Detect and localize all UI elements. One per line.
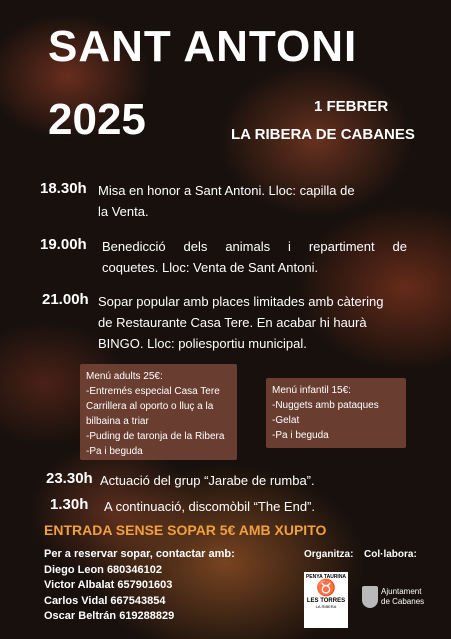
schedule-time: 23.30h (46, 470, 93, 487)
schedule-item (40, 236, 412, 278)
menu-adults (80, 364, 237, 460)
schedule-desc: BINGO. Lloc: poliesportiu municipal. (98, 336, 307, 351)
menu-item: -Gelat (272, 415, 300, 426)
schedule-desc: Misa en honor a Sant Antoni. Lloc: capilla de (98, 183, 355, 198)
schedule-desc: Sopar popular amb places limitades amb càtering (98, 294, 384, 309)
schedule-desc: de Restaurante Casa Tere. En acabar hi haurà (98, 315, 367, 330)
organitza-label: Organitza: (304, 549, 354, 560)
schedule-item (50, 496, 422, 517)
menu-kids (266, 378, 406, 448)
menu-item: -Nuggets amb pataques (272, 400, 379, 411)
schedule-time: 21.00h (42, 291, 89, 308)
event-date: 1 FEBRER (314, 98, 389, 115)
crest-icon (362, 586, 378, 608)
menu-item: -Entremés especial Casa Tere (86, 386, 220, 397)
collabora-label: Col·labora: (364, 549, 417, 560)
schedule-desc: la Venta. (98, 204, 149, 219)
contact-block (44, 547, 235, 625)
menu-adults-title: Menú adults 25€: (86, 371, 163, 382)
contact-person: Carlos Vidal 667543854 (44, 594, 166, 607)
schedule-time: 19.00h (40, 236, 87, 253)
contact-person: Diego Leon 680346102 (44, 563, 163, 576)
menu-item: bilbaina a triar (86, 416, 149, 427)
penya-taurina-logo: PENYA TAURINA ♉ LES TORRES LA RIBERA (304, 572, 348, 628)
schedule-item (40, 180, 412, 222)
menu-item: -Puding de taronja de la Ribera (86, 431, 225, 442)
event-title: SANT ANTONI (48, 22, 358, 71)
contact-person: Oscar Beltrán 619288829 (44, 610, 175, 622)
schedule-desc: coquetes. Lloc: Venta de Sant Antoni. (102, 260, 319, 275)
entrada-notice: ENTRADA SENSE SOPAR 5€ AMB XUPITO (44, 522, 327, 538)
schedule-desc: Actuació del grup “Jarabe de rumba”. (100, 473, 315, 488)
ajuntament-logo: Ajuntament de Cabanes (362, 580, 432, 614)
schedule-item (42, 291, 414, 354)
menu-item: -Pa i beguda (272, 430, 329, 441)
event-place: LA RIBERA DE CABANES (231, 126, 415, 143)
menu-item: Carrillera al oporto o lluç a la (86, 401, 214, 412)
schedule-time: 1.30h (50, 496, 89, 513)
schedule-item (46, 470, 418, 491)
event-year: 2025 (48, 95, 146, 144)
schedule-desc: A continuació, discomòbil “The End”. (104, 499, 315, 514)
bull-icon: ♉ (316, 580, 336, 597)
contact-intro: Per a reservar sopar, contactar amb: (44, 548, 235, 560)
menu-kids-title: Menú infantil 15€: (272, 385, 351, 396)
schedule-time: 18.30h (40, 180, 87, 197)
menu-item: -Pa i beguda (86, 446, 143, 457)
contact-person: Victor Albalat 657901603 (44, 579, 173, 591)
schedule-desc: Benedicció dels animals i repartiment de (102, 239, 407, 254)
